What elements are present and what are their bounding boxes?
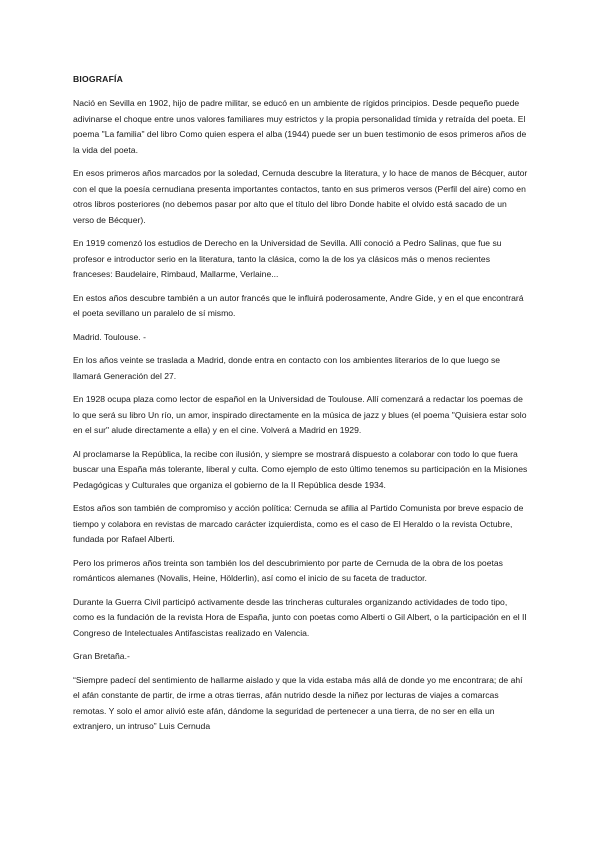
paragraph-republica: Al proclamarse la República, la recibe con ilusión, y siempre se mostrará dispuesto a colaborar con todo lo que fuera buscar una España más tolerante, liberal y culta. Como ejemplo de esto último tenemos su participación en la Misiones Pedagógicas y Culturales que organiza el gobierno de la II República desde 1934. (73, 448, 528, 490)
paragraph-quote: “Siempre padecí del sentimiento de hallarme aislado y que la vida estaba más allá de donde yo me encontrara; de ahí el afán constante de partir, de irme a otras tierras, afán nutrido desde la niñez por lecturas de viajes a comarcas remotas. Y solo el amor alivió este afán, dándome la seguridad de pertenecer a una tierra, de no ser en ella un extranjero, un intruso” Luis Cernuda (73, 674, 523, 731)
paragraph-birth: Nació en Sevilla en 1902, hijo de padre militar, se educó en un ambiente de rígidos principios. Desde pequeño puede adivinarse el choque entre unos valores familiares muy estrictos y la propia personalidad tímida y retraída del poeta. El poema "La familia" del libro Como quien espera el alba (1944) puede ser un buen testimonio de esos primeros años de la vida del poeta. (73, 98, 527, 155)
paragraph-becquer: En esos primeros años marcados por la soledad, Cernuda descubre la literatura, y lo hace de manos de Bécquer, autor con el que la poesía cernudiana presenta importantes contactos, tanto en sus primeros versos (Perfil del aire) como en otros libros posteriores (no debemos pasar por alto que el título del libro Donde habite el olvido está sacado de un verso de Bécquer). (73, 168, 528, 225)
paragraph-compromiso: Estos años son también de compromiso y acción política: Cernuda se afilia al Partido Comunista por breve espacio de tiempo y colabora en revistas de marcado carácter izquierdista, como es el caso de El Heraldo o la revista Octubre, fundada por Rafael Alberti. (73, 503, 524, 544)
section-heading-madrid-toulouse: Madrid. Toulouse. - (73, 331, 146, 342)
paragraph-studies: En 1919 comenzó los estudios de Derecho en la Universidad de Sevilla. Allí conoció a Pedro Salinas, que fue su profesor e introductor serio en la literatura, tanto la clásica, como la de los ya clásicos más o menos recientes franceses: Baudelaire, Rimbaud, Mallarme, Verlaine... (73, 238, 502, 279)
paragraph-toulouse: En 1928 ocupa plaza como lector de español en la Universidad de Toulouse. Allí comenzará a redactar los poemas de lo que será su libro Un río, un amor, inspirado directamente en la música de jazz y blues (el poema "Quisiera estar solo en el sur" alude directamente a ella) y en el cine. Volverá a Madrid en 1929. (73, 394, 527, 435)
paragraph-gide: En estos años descubre también a un autor francés que le influirá poderosamente, Andre Gide, y en el que encontrará el poeta sevillano un paralelo de sí mismo. (73, 292, 524, 318)
section-heading-gran-bretana: Gran Bretaña.- (73, 651, 130, 661)
paragraph-madrid: En los años veinte se traslada a Madrid, donde entra en contacto con los ambientes literarios de lo que luego se llamará Generación del 27. (73, 355, 501, 381)
paragraph-romanticos: Pero los primeros años treinta son también los del descubrimiento por parte de Cernuda de la obra de los poetas románticos alemanes (Novalis, Heine, Hölderlin), así como el inicio de su faceta de traductor. (73, 557, 503, 583)
document-heading: BIOGRAFÍA (73, 74, 124, 84)
paragraph-guerra-civil: Durante la Guerra Civil participó activamente desde las trincheras culturales organizando actividades de todo tipo, como es la fundación de la revista Hora de España, junto con poetas como Alberti o Gil Albert, o la participación en el II Congreso de Intelectuales Antifascistas realizado en Valencia. (73, 596, 527, 638)
document-page (73, 74, 529, 743)
